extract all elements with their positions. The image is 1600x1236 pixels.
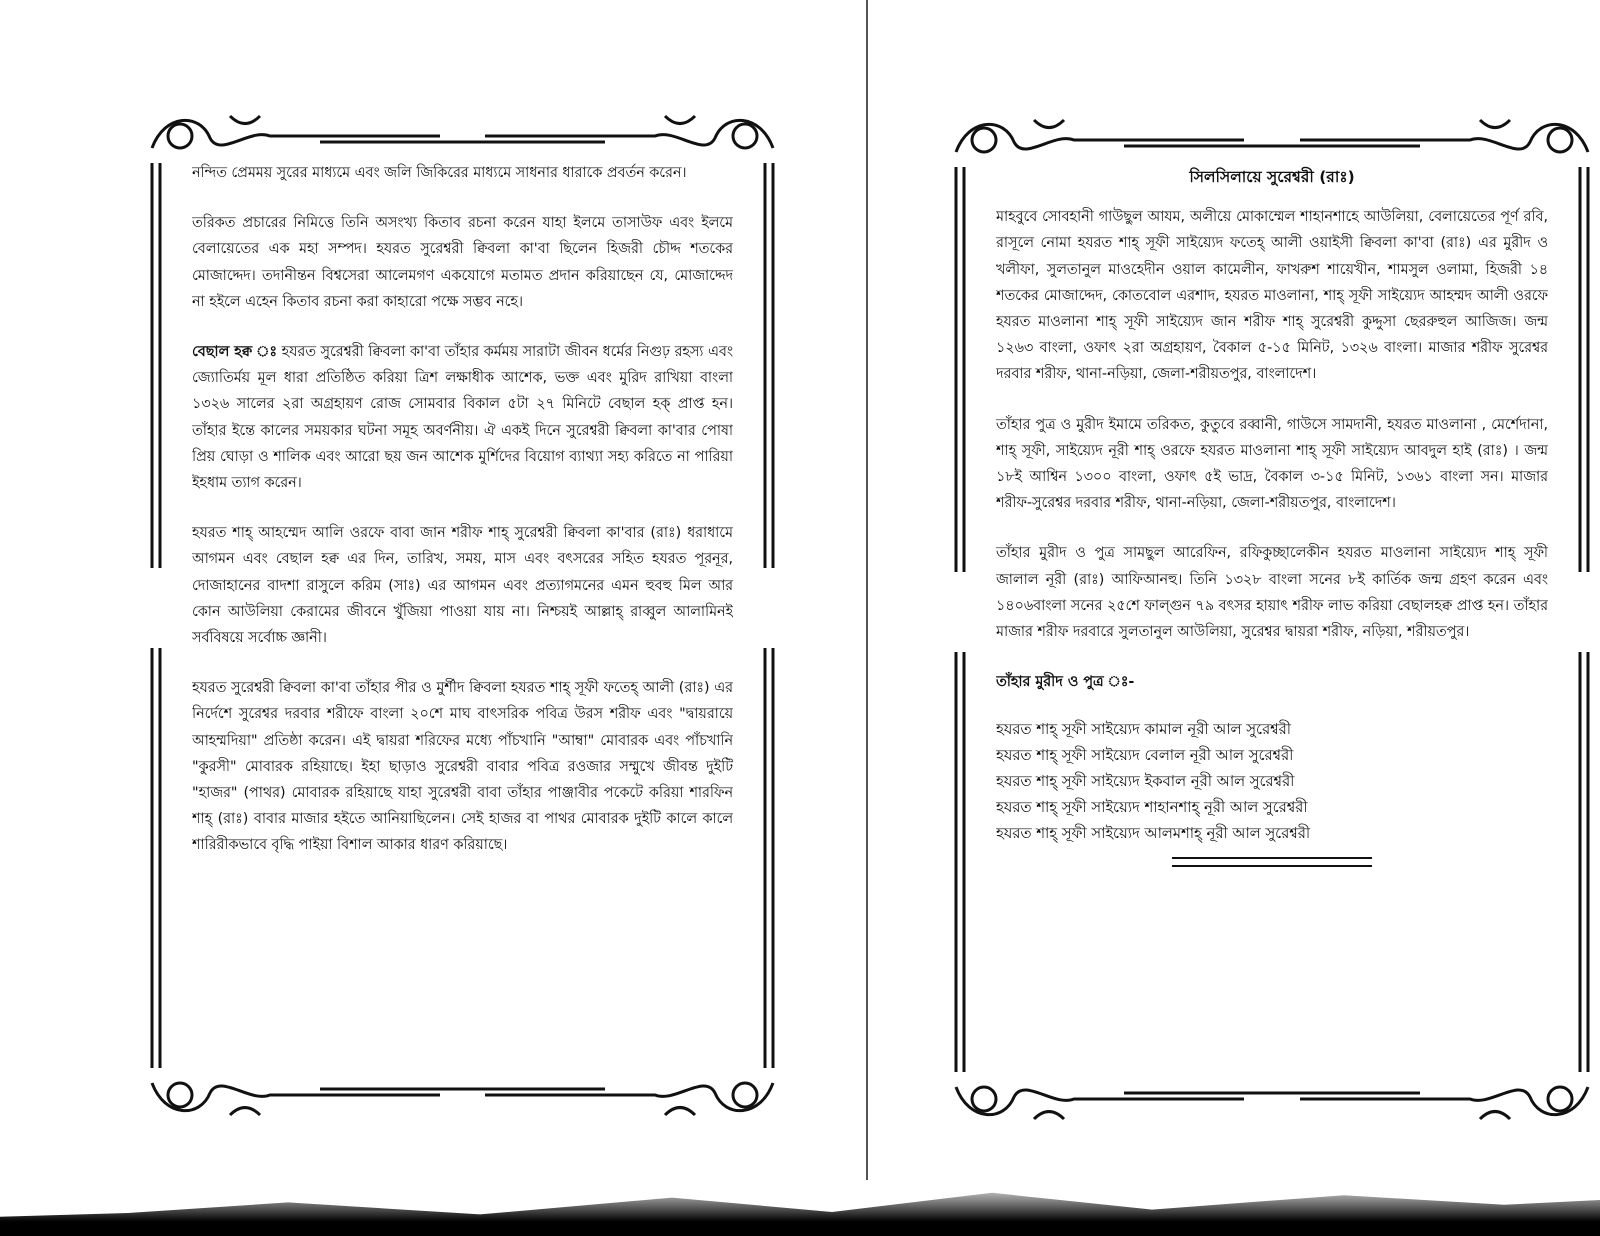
paragraph: তরিকত প্রচারের নিমিত্তে তিনি অসংখ্য কিতাব রচনা করেন যাহা ইলমে তাসাউফ এবং ইলমে বেলায়েতের এক মহা সম্পদ। হযরত সুরেশ্বরী ক্বিবলা কা'বা ছিলেন হিজরী চৌদ্দ শতকের মোজাদ্দেদ। তদানীন্তন বিশ্বসেরা আলেমগণ একযোগে মতামত প্রদান করিয়াছেন যে, মোজাদ্দেদ না হইলে এহেন কিতাব রচনা করা কাহারো পক্ষে সম্ভব নহে। [192, 215, 733, 310]
list-item: হযরত শাহ্ সূফী সাইয়্যেদ আলমশাহ্ নূরী আল সুরেশ্বরী [996, 825, 1311, 843]
bechal-hoq-text: হযরত সুরেশ্বরী ক্বিবলা কা'বা তাঁহার কর্মময় সারাটা জীবন ধর্মের নিগুঢ় রহস্য এবং জ্যোতির্ময় মূল ধারা প্রতিষ্ঠিত করিয়া ত্রিশ লক্ষাধীক আশেক, ভক্ত এবং মুরিদ রাখিয়া বাংলা ১৩২৬ সালের ২রা অগ্রহায়ণ রোজ সোমবার বিকাল ৫টা ২৭ মিনিটে বেছাল হক্ প্রাপ্ত হন। তাঁহার ইন্তে কালের সময়কার ঘটনা সমূহ অবর্ণনীয়। ঐ একই দিনে সুরেশ্বরী ক্বিবলা কা'বার পোষা প্রিয় ঘোড়া ও শালিক এবং আরো ছয় জন আশেক মুর্শিদের বিয়োগ ব্যাথ্যা সহ্য করিতে না পারিয়া ইহধাম ত্যাগ করেন। [192, 344, 733, 492]
left-page [140, 108, 785, 1123]
paragraph: হযরত শাহ্ আহম্মেদ আলি ওরফে বাবা জান শরীফ শাহ্ সুরেশ্বরী ক্বিবলা কা'বার (রাঃ) ধরাধামে আগমন এবং বেছাল হক্ব এর দিন, তারিখ, সময়, মাস এবং বৎসরের সহিত হযরত পূরনূর, দোজাহানের বাদশা রাসুলে করিম (সাঃ) এর আগমন এবং প্রত্যাগমনের এমন হুবহু মিল আর কোন আউলিয়া কেরামের জীবনে খুঁজিয়া পাওয়া যায় না। নিশ্চয়ই আল্লাহ্ রাব্বুল আলামিনই সর্ববিষয়ে সর্বোচ্চ জ্ঞানী। [192, 525, 733, 647]
right-page-text [996, 164, 1548, 1067]
paragraph: মাহবুবে সোবহানী গাউছুল আযম, অলীয়ে মোকাম্মেল শাহানশাহে আউলিয়া, বেলায়েতের পূর্ণ রবি, রাসূলে নোমা হযরত শাহ্ সূফী সাইয়্যেদ ফতেহ্ আলী ওয়াইসী ক্বিবলা কা'বা (রাঃ) এর মুরীদ ও খলীফা, সুলতানুল মাওহেদীন ওয়াল কামেলীন, ফাখরুশ শায়েখীন, শামসুল ওলামা, হিজরী ১৪ শতকের মোজাদ্দেদ, কোতবোল এরশাদ, হযরত মাওলানা, শাহ্ সূফী সাইয়্যেদ আহম্মদ আলী ওরফে হযরত মাওলানা শাহ্ সূফী সাইয়্যেদ জান শরীফ শাহ্ সুরেশ্বরী কুদ্দুসা ছেররুহুল আজিজ। জন্ম ১২৬৩ বাংলা, ওফাৎ ২রা অগ্রহায়ণ, বৈকাল ৫-১৫ মিনিট, ১৩২৬ বাংলা। মাজার শরীফ সুরেশ্বর দরবার শরীফ, থানা-নড়িয়া, জেলা-শরীয়তপুর, বাংলাদেশ। [996, 209, 1548, 383]
paragraph: হযরত সুরেশ্বরী ক্বিবলা কা'বা তাঁহার পীর ও মুর্শীদ ক্বিবলা হযরত শাহ্ সূফী ফতেহ্ আলী (রাঃ) এর নির্দেশে সুরেশ্বর দরবার শরীফে বাংলা ২০শে মাঘ বাৎসরিক পবিত্র উরস শরীফ এবং "দ্বায়রায়ে আহম্মদিয়া" প্রতিষ্ঠা করেন। এই দ্বায়রা শরিফের মধ্যে পাঁচখানি "আম্বা" মোবারক এবং পাঁচখানি "কুরসী" মোবারক রহিয়াছে। ইহা ছাড়াও সুরেশ্বরী বাবার পবিত্র রওজার সম্মুখে জীবন্ত দুইটি "হাজর" (পাথর) মোবারক রহিয়াছে যাহা সুরেশ্বরী বাবা তাঁহার পাঞ্জাবীর পকেটে করিয়া শারফিন শাহ্ (রাঃ) বাবার মাজার হইতে আনিয়াছিলেন। সেই হাজর বা পাথর মোবারক দুইটি কালে কালে শারিরীকভাবে বৃদ্ধি পাইয়া বিশাল আকার ধারণ করিয়াছে। [192, 680, 733, 854]
descendants-heading: তাঁহার মুরীদ ও পুত্র ঃ- [996, 674, 1135, 691]
descendants-list [996, 717, 1548, 847]
paragraph: নন্দিত প্রেমময় সুরের মাধ্যমে এবং জলি জিকিরের মাধ্যমে সাধনার ধারাকে প্রবর্তন করেন। [192, 165, 687, 181]
list-item: হযরত শাহ্ সূফী সাইয়্যেদ কামাল নূরী আল সুরেশ্বরী [996, 721, 1291, 739]
paragraph: তাঁহার পুত্র ও মুরীদ ইমামে তরিকত, কুতুবে রব্বানী, গাউসে সামদানী, হযরত মাওলানা , মের্শেদানা, শাহ্ সূফী, সাইয়্যেদ নূরী শাহ্ ওরফে হযরত মাওলানা শাহ্ সূফী সাইয়্যেদ আবদুল হাই (রাঃ) । জন্ম ১৮ই আশ্বিন ১৩০০ বাংলা, ওফাৎ ৫ই ভাদ্র, বৈকাল ৩-১৫ মিনিট, ১৩৬১ বাংলা সন। মাজার শরীফ-সুরেশ্বর দরবার শরীফ, থানা-নড়িয়া, জেলা-শরীয়তপুর, বাংলাদেশ। [996, 416, 1548, 512]
scan-shadow [0, 1188, 1600, 1236]
section-title: সিলসিলায়ে সুরেশ্বরী (রাঃ) [1189, 168, 1355, 186]
right-page [944, 112, 1600, 1127]
bechal-hoq-heading: বেছাল হক্ব ঃ [192, 344, 278, 361]
left-page-text [192, 160, 733, 1063]
end-rule [1172, 857, 1372, 867]
list-item: হযরত শাহ্ সূফী সাইয়্যেদ বেলাল নূরী আল সুরেশ্বরী [996, 747, 1294, 765]
book-gutter [866, 0, 868, 1180]
bechal-hoq-paragraph [192, 339, 733, 496]
list-item: হযরত শাহ্ সূফী সাইয়্যেদ শাহানশাহ্ নূরী আল সুরেশ্বরী [996, 799, 1308, 817]
paragraph: তাঁহার মুরীদ ও পুত্র সামছুল আরেফিন, রফিকুচ্ছালেকীন হযরত মাওলানা সাইয়্যেদ শাহ্ সূফী জালাল নূরী (রাঃ) আফিআনহু। তিনি ১৩২৮ বাংলা সনের ৮ই কার্তিক জন্ম গ্রহণ করেন এবং ১৪০৬বাংলা সনের ২৫শে ফাল্গুন ৭৯ বৎসর হায়াৎ শরীফ লাভ করিয়া বেছালহক্ব প্রাপ্ত হন। তাঁহার মাজার শরীফ দরবারে সুলতানুল আউলিয়া, সুরেশ্বর দ্বায়রা শরীফ, নড়িয়া, শরীয়তপুর। [996, 545, 1548, 641]
list-item: হযরত শাহ্ সূফী সাইয়্যেদ ইকবাল নূরী আল সুরেশ্বরী [996, 773, 1295, 791]
